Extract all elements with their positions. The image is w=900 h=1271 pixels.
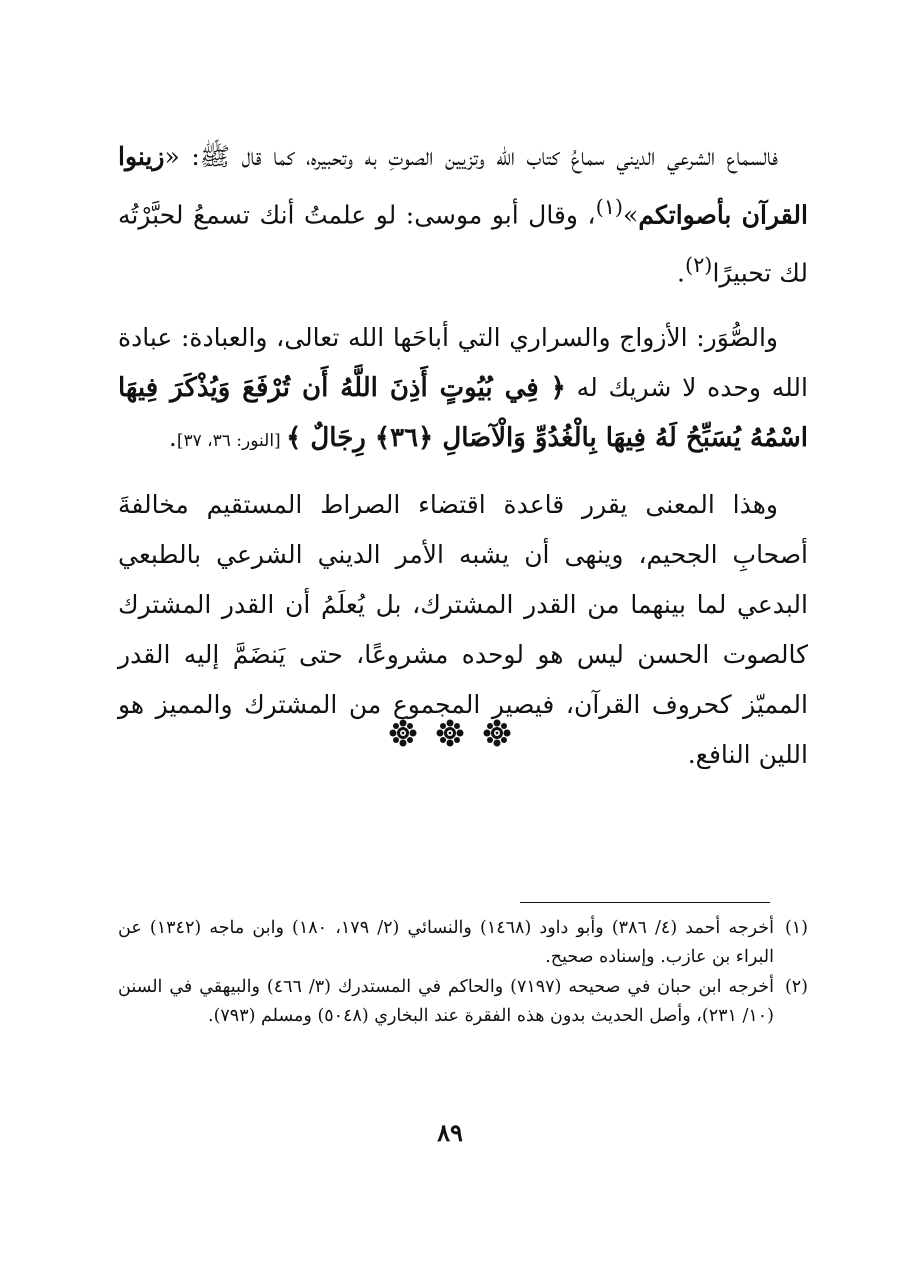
quote-close-mark: » — [623, 200, 639, 230]
flower-ornament-icon — [388, 718, 418, 748]
footnote-text: أخرجه أحمد (٤/ ٣٨٦) وأبو داود (١٤٦٨) والنسائي (٢/ ١٧٩، ١٨٠) وابن ماجه (١٣٤٢) عن البراء بن عازب. وإسناده صحيح. — [118, 918, 774, 967]
footnote-item — [118, 973, 808, 1031]
quran-verse: ﴿ فِي بُيُوتٍ أَذِنَ اللَّهُ أَن تُرْفَعَ وَيُذْكَرَ فِيهَا اسْمُهُ يُسَبِّحُ لَهُ فِيهَا بِالْغُدُوِّ وَالْآصَالِ ﴿٣٦﴾ رِجَالٌ ﴾ — [118, 372, 808, 453]
paragraph-text: ، وقال أبو موسى: لو علمتُ أنك تسمعُ لحبَّرْتُه لك تحبيرًا — [118, 200, 808, 288]
footnote-marker-2[interactable]: (٢) — [684, 253, 713, 278]
verse-reference: [النور: ٣٦، ٣٧] — [176, 430, 287, 451]
footnote-number: (١) — [784, 918, 808, 938]
paragraph-end: . — [677, 258, 685, 288]
paragraph-sama — [118, 132, 808, 299]
paragraph-text: فالسماع الشرعي الديني سماعُ كتاب الله وتزيين الصوتِ به وتحبيره، كما قال ﷺ: « — [164, 142, 778, 171]
section-divider-ornaments — [0, 718, 900, 748]
flower-ornament-icon — [435, 718, 465, 748]
flower-ornament-icon — [482, 718, 512, 748]
page-number: ٨٩ — [437, 1118, 463, 1147]
footnote-item — [118, 914, 808, 972]
footnotes-section — [118, 914, 808, 1032]
footnote-number: (٢) — [784, 977, 808, 997]
paragraph-end: . — [168, 422, 177, 452]
footnote-marker-1[interactable]: (١) — [595, 195, 624, 219]
hadith-quote: زينوا القرآن بأصواتكم — [118, 142, 808, 230]
paragraph-qaida: وهذا المعنى يقرر قاعدة اقتضاء الصراط المستقيم مخالفةَ أصحابِ الجحيم، وينهى أن يشبه الأمر الديني الشرعي بالطبعي البدعي لما بينهما من القدر المشترك، بل يُعلَمُ أن القدر المشترك كالصوت الحسن ليس هو لوحده مشروعًا، حتى يَنضَمَّ إليه القدر المميّز كحروف القرآن، فيصير المجموع من المشترك والمميز هو اللين النافع. — [118, 489, 808, 769]
footnote-separator-rule — [520, 902, 770, 903]
paragraph-text: والصُّوَر: الأزواج والسراري التي أباحَها الله تعالى، والعبادة: عبادة الله وحده لا شريك له — [118, 322, 808, 402]
footnote-text: أخرجه ابن حبان في صحيحه (٧١٩٧) والحاكم في المستدرك (٣/ ٤٦٦) والبيهقي في السنن (١٠/ ٢٣١)، وأصل الحديث بدون هذه الفقرة عند البخاري (٥٠٤٨) ومسلم (٧٩٣). — [118, 977, 774, 1026]
main-text-body — [118, 132, 808, 794]
paragraph-suwar — [118, 313, 808, 466]
